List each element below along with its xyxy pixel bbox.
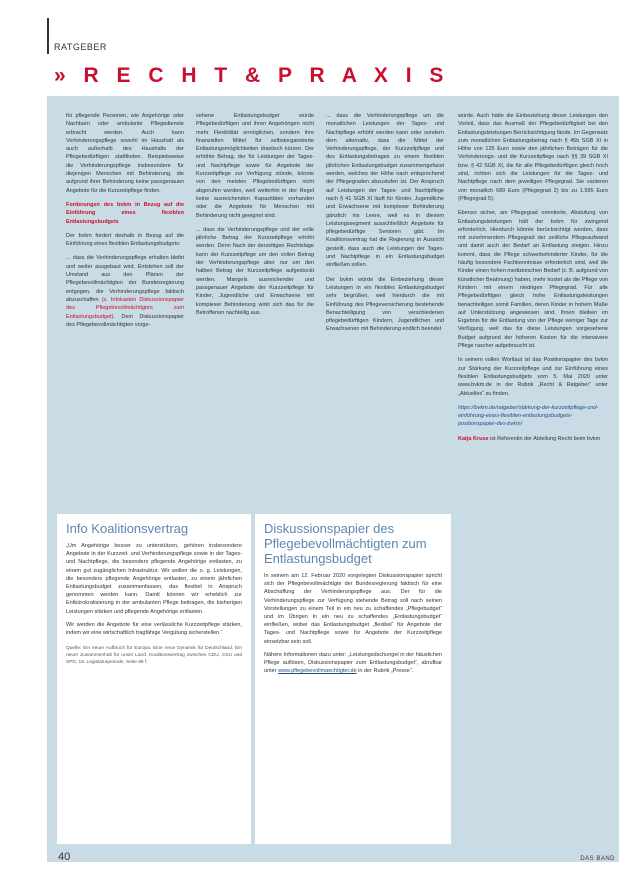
author-name: Katja Kruse [458,435,489,442]
page-title: » R E C H T & P R A X I S [54,64,450,87]
column-3 [326,112,444,504]
info-box-1-source: Quelle: Ein neuer Aufbruch für Europa. Eine neue Dynamik für Deutschland. Ein neuer Zusammenhalt für unser Land. Koalitionsvertrag zwischen CDU, CSU und SPD, 19. Legislaturperiode, Seite 96 f. [66,646,242,666]
col2-paragraph-2: ... dass die Verhinderungspflege und der volle jährliche Betrag der Kurzzeitpflege erhöht werden. Denn Nach der derzeitigen Rechtslage kann der Kurzzeitpflege um den vollen Betrag der Verhinderungspflege aber nur um den halben Betrag der Kurzzeitpflege aufgestockt werden. Mangels ausreichender und passgenauer Angebote der Kurzzeitpflege für Kinder, Jugendliche und Erwachsene mit komplexer Behinderung wirkt sich das für die Betroffenen nachteilig aus. [196,226,314,316]
col4-link[interactable]: https://bvkm.de/ratgeber/stärkung-der-kurzzeitpflege-und-einführung-eines-flexiblen-entlastungsbudgets-positionspapier-des-bvkm/ [458,404,599,428]
info-box-2-title: Diskussionspapier des Pflegebevollmächtigten zum Entlastungsbudget [264,521,427,566]
col1-paragraph-3-text: ... dass die Verhinderungspflege erhalten bleibt und weiter ausgebaut wird. Entstehen soll der Umstand aus den Plänen der Pflegebevollmächtigten der Bundesregierung entgegen, die Verhinderungspflege faktisch abzuschaffen [66,255,184,303]
info-box-2-paragraph-2 [264,651,442,676]
column-2 [196,112,314,504]
info-box-1-paragraph-2: Wir werden die Angebote für eine verlässliche Kurzzeitpflege stärken, indem wir eine wirtschaftlich tragfähige Vergütung sicherstellen.“ [66,621,242,637]
col1-paragraph-3 [66,254,184,329]
col1-paragraph-1: für pflegende Personen, wie Angehörige oder Nachbarn oder ambulante Pflegedienste erbracht werden. Auch kann Verhinderungspflege sowohl im Haushalt als auch außerhalb des Haushalts der Pflegebedürftigen stattfinden. Beispielsweise die Verhinderungspflege insbesondere für diejenigen Menschen mit Behinderung, die aufgrund ihrer Behinderung keine passgenauen Angebote für die Kurzzeitpflege finden. [66,113,184,194]
author-line [458,435,608,443]
col3-paragraph-1: ... dass die Verhinderungspflege um die monatlichen Leistungen der Tages- und Nachtpflege erhöht werden kann oder sondern dem alternativ, dass die Mittel der Verhinderungspflege, der Kurzzeitpflege und des Entlastungsbetrages zu einem flexiblen jährlichen Entlastungsbudget zusammengefasst werden, welches der Höhe nach entsprechend der Pflegegraden abzustufen ist. Der Anspruch auf Leistungen der Tages- und Nachtpflege nach § 41 SGB XI läuft für Kinder, Jugendliche und Erwachsene mit komplexer Behinderung gänzlich ins Leere, weil es in diesem Leistungssegment ausschließlich Angebote für pflegebedürftige Senioren gibt. Im Koalitionsvertrag hat die Regierung in Aussicht gestellt, dass auch die Leistungen der Tages- und Nachtpflege in ein Entlastungsbudget einfließen sollen. [326,113,444,269]
col1-infobox-reference: (s. Infokasten Diskussionspapier des Pflegebevollmächtigten zum Entlastungsbudget) [66,296,184,320]
info-box-2-paragraph-1: In seinem am 12. Februar 2020 vorgelegten Diskussionspapier spricht sich der Pflegebevollmächtigte der Bundesregierung faktisch für eine Abschaffung der Verhinderungspflege aus. Der für die Verhinderungspflege zur Verfügung stehende Betrag soll nach seinen Vorstellungen zu einem Teil in ein neu zu schaffendes „Pflegebudget“ und im Übrigen in ein neu zu schaffendes „Entlastungsbudget“ einfließen, wobei das Entlastungsbudget „flexibel“ für Angebote der Tages- und Nachtpflege sowie für Angebote der Kurzzeitpflege einsetzbar sein soll. [264,573,442,645]
col1-paragraph-3-end: . Dem Diskussionspapier des Pflegebevollmächtigten vorge- [66,313,184,328]
col4-paragraph-3: In seinem vollen Wortlaut ist das Positionspapier des bvkm zur Stärkung der Kurzzeitpflege und zur Einführung eines flexiblen Entlastungsbudgets vom 5. Mai 2020 unter www.bvkm.de in der Rubrik „Recht & Ratgeber“ unter „Aktuelles“ zu finden. [458,357,608,397]
author-role: ist Referentin der Abteilung Recht beim bvkm [488,435,601,442]
column-1 [66,112,184,504]
info-box-2-paragraph-2-text: Nähere Informationen dazu unter: „Leistungsdschungel in der häuslichen Pflege auflösen, Diskussionspapier zum Entlastungsbudget“, abrufbar unter [264,651,442,675]
col3-paragraph-2: Der bvkm würde die Einbeziehung dieser Leistungen in ein flexibles Entlastungsbudget sehr begrüßen, weil hierdurch die mit Einführung des Pflegeversicherung bestehende Benachteiligung von verschiedenen pflegebedürftigen Kindern, Jugendlichen und Erwachsenen mit Behinderung endlich beendet [326,276,444,333]
col4-paragraph-1: würde. Auch hätte die Einbeziehung dieser Leistungen den Vorteil, dass das Ausmaß der Pflegebedürftigkeit bei den Entlastungsleistungen Berücksichtigung fände. Im Gegensatz zum monatlichen Entlastungsbetrag nach § 45b SGB XI in Höhe von 125 Euro sowie den jährlichen Beträgen für die Verhinderungs- und die Kurzzeitpflege nach §§ 39 SGB XI bzw. § 42 SGB XI, die für alle Pflegebedürftigen gleich hoch sind, richten sich die Leistungen für die Tages- und Nachtpflege nach dem jeweiligen Pflegegrad. Sie variieren von monatlich 689 Euro (Pflegegrad 2) bis zu 1.995 Euro (Pflegegrad 5). [458,113,608,202]
rubric-label: RATGEBER [54,42,107,52]
info-box-koalitionsvertrag [57,514,251,844]
col1-paragraph-2: Der bvkm fordert deshalb in Bezug auf die Einführung eines flexiblen Entlastungsbudgets: [66,232,184,248]
col1-heading: Forderungen des bvkm in Bezug auf die Einführung eines flexiblen Entlastungsbudgets [66,201,184,225]
info-box-2-paragraph-2-end: in der Rubrik „Presse“. [356,668,414,675]
rubric-bar [47,18,49,54]
page-number: 40 [58,851,71,863]
info-box-diskussionspapier [255,514,451,844]
column-4 [458,112,608,842]
info-box-1-title: Info Koalitionsvertrag [66,521,189,536]
magazine-name: DAS BAND [580,856,615,862]
pflegebevollmaechtigter-link[interactable]: www.pflegebevollmaechtigter.de [278,668,357,675]
col2-paragraph-1: sehene Entlastungsbudget würde Pflegebedürftigen und ihren Angehörigen nicht mehr Flexibilität ermöglichen, sondern ihre finanziellen Mittel für selbstorganisierte Entlastungsmöglichkeiten drastisch kürzen. Der erhöhte Betrag, der für Leistungen der Tages- und Nachtpflege sowie für Angebote der Kurzzeitpflege zur Verfügung stünde, könnte von den meisten Pflegebedürftigen nicht abgerufen werden, weil weiterhin in der Regel keine ausreichenden Kapazitäten vorhanden oder die Angebote für Menschen mit Behinderung nicht geeignet sind. [196,113,314,219]
info-box-1-paragraph-1: „Um Angehörige besser zu unterstützen, gehören insbesondere Angebote in der Kurzzeit- und Verhinderungspflege sowie in der Tages- und Nachtpflege, die besonders pflegende Angehörige entlasten, zu einem gut zugänglichen Infrastruktur. Wir wollen die o. g. Leistungen, die besonders pflegende Angehörige entlasten, zu einem jährlichen Entlastungsbudget zusammenfassen, das flexibel in Anspruch genommen werden kann. Damit können wir erheblich zur Entbürokratisierung in der ambulanten Pflege beitragen, die bisherigen Leistungen stärken und pflegende Angehörige entlasten. [66,543,242,615]
col4-paragraph-2: Ebenso sicher, am Pflegegrad orientierte, Abstufung von Entlastungsleistungen hält der bvkm für zwingend erforderlich. Hierdurch könnte berücksichtigt werden, dass mit zunehmendem Pflegegrad der zeitliche Pflegeaufwand und damit auch der Bedarf an Entlastung steigen. Hinzu kommt, dass die Pflege schwerbehinderter Kinder, für die häufig besondere Fachkenntnisse erforderlich sind, weil die Kinder einen hohen medizinischen Bedarf (z. B. aufgrund von künstlicher Beatmung) haben, mehr kostet als die Pflege von Kindern mit einem niedrigen Pflegegrad. Für alle Pflegebedürftigen gleich hohe Entlastungsleistungen benachteiligen somit Familien, deren Kinder in hohem Maße auf Unterstützung angewiesen sind. Ihnen bleiben im Ergebnis für die Entlastung von der Pflege weniger Tage zur Verfügung, weil das für diese Leistungen vorgesehene Budget aufgrund der höheren Kosten für die intensivere Pflege rascher aufgebraucht ist. [458,210,608,350]
